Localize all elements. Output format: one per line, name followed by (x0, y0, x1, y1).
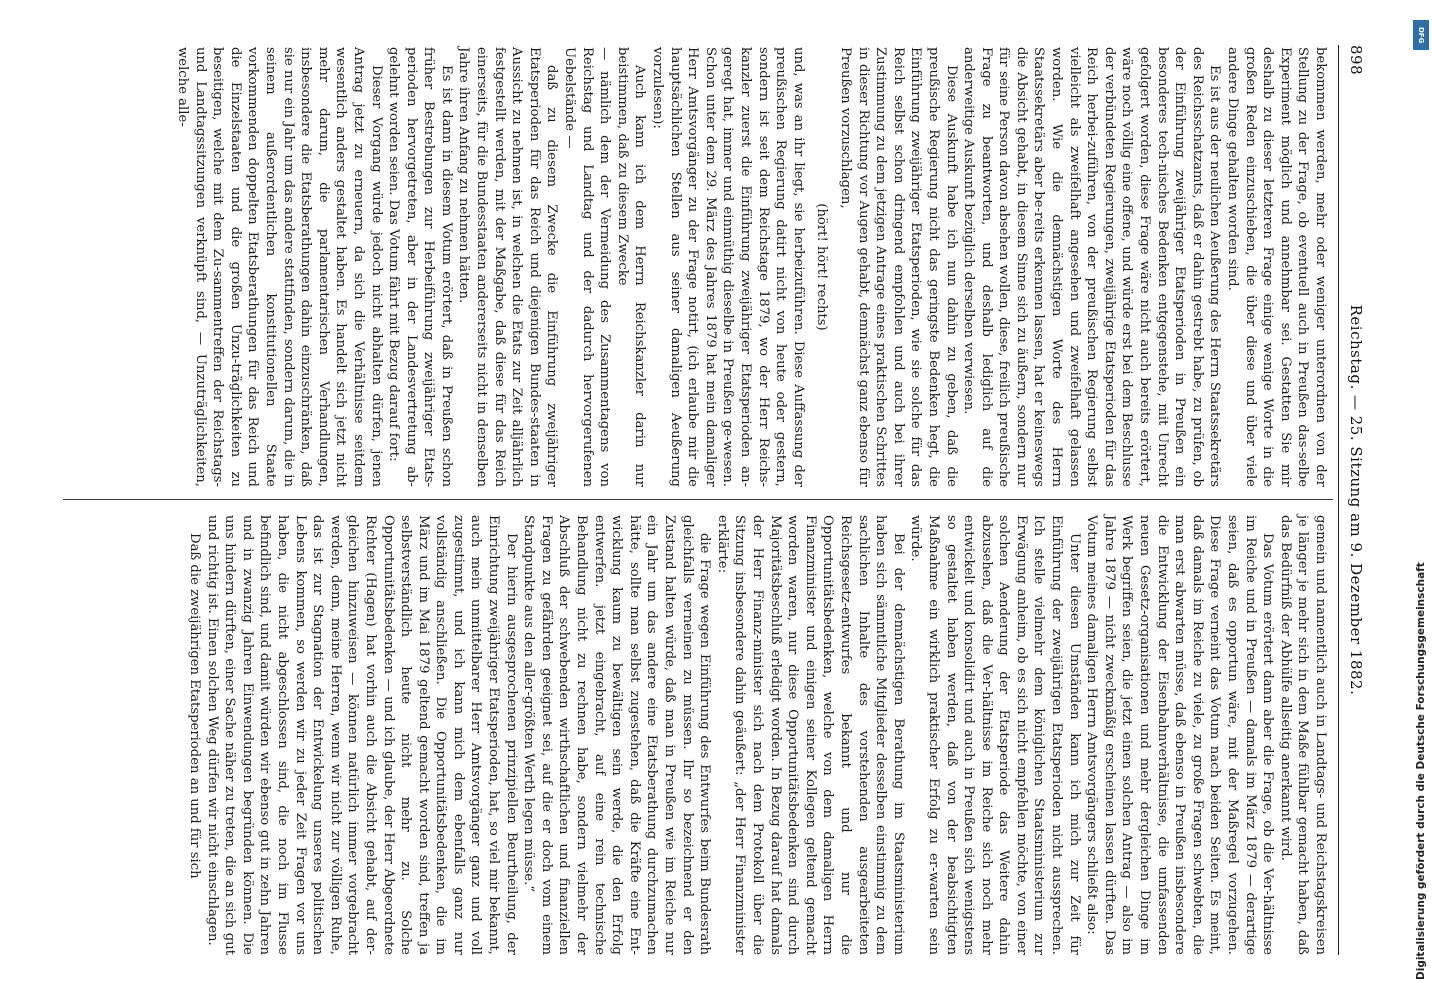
digitization-credit (1412, 20, 1432, 1000)
left-column (173, 47, 1329, 487)
paragraph: Das Votum erörtert dann aber die Frage, ob die Ver-hältnisse im Reiche und in Preußen — damals im März 1879 — derartige seien, daß es opportun wäre, mit der Maßregel vorzugehen. Diese Frage verneint das Votum nach beiden Seiten. Es meint, daß damals im Reiche zu viele, zu große Fragen schwebten, die man erst abwarten müsse, daß ebenso in Preußen insbesondere die Entwicklung der Eisenbahnverhältnisse, die umfassenden neuen Gesetz-organisationen und mehr dergleichen Dinge im Werk begriffen seien, die jetzt einen solchen Antrag — also im Jahre 1879 — nicht zweckmäßig erscheinen lassen dürften. Das Votum meines damaligen Herrn Amtsvorgängers schließt also: (1084, 515, 1276, 955)
column-divider (63, 499, 1333, 500)
page-number: 898 (1347, 45, 1365, 76)
paragraph: Auch kann ich dem Herrn Reichskanzler darin nur beistimmen, daß zu diesem Zwecke (614, 47, 648, 487)
page-header (1341, 45, 1367, 955)
paragraph: Diese Auskunft habe ich nun dahin zu geben, daß die preußische Regierung nicht das geringste Bedenken hegt, die Einführung zweijähriger Etatsperioden, wie sie solche für das Reich selbst schon dringend empfohlen und auch bei ihrer Zustimmung zu dem jetzigen Antrage eines praktischen Schrittes in dieser Richtung vor Augen gehabt, demnächst ganz ebenso für Preußen vorzuschlagen, (837, 47, 959, 487)
paragraph: bekommen werden, mehr oder weniger unterordnen von der Stellung zu der Frage, ob eventuell auch in Preußen das-selbe Experiment möglich und annehmbar sei. Gestatten Sie mir deshalb zu dieser letzteren Frage einige wenige Worte in die großen Reden einzuschieben, die über diese und über viele andere Dinge gehalten worden sind. (1225, 47, 1328, 487)
paragraph: (hört! hört! rechts) (814, 203, 830, 331)
paragraph: die Frage wegen Einführung des Entwurfes beim Bundesrath gleichfalls verneinen zu müssen. Ihr so bezeichnend er den Zustand halten würde, daß man in Preußen wie im Reiche nur ein Jahr um das andere eine Etatsberathung durchzumachen hätte, sollte man selbst zugestehen, daß die Kräfte eine Ent-wicklung kaum zu bewältigen sein werde, die den Erfolg entwerfen. jetzt eingebracht, auf eine rein technische Behandlung nicht zu rechnen habe, sondern vielmehr der Abschluß der schwebenden wirthschaftlichen und finanziellen Fragen zu gefährden geeignet sei, auf die er doch vom einem Standpunkte aus den aller-größten Werth legen müsse.“ (521, 515, 713, 955)
right-column (185, 515, 1329, 955)
paragraph: — nämlich dem der Vermeidung des Zusammentagens von Reichstag und Landtag und der dadurch hervorgerufenen Uebelstände — (562, 47, 613, 487)
paragraph: Daß die zweijährigen Etatsperioden an und für sich (187, 533, 202, 879)
paragraph: Es ist dann in diesem Votum erörtert, daß in Preußen schon früher Bestrebungen zur Herbeiführung zweijähriger Etats-perioden hervorgetreten, aber in der Landesvertretung ab-gelehnt worden seien. Das Votum fährt mit Bezug darauf fort: (386, 47, 454, 487)
dfg-logo: DFG (1413, 20, 1429, 50)
paragraph: Es ist aus der neulichen Aeußerung des Herrn Staatssekretärs des Reichsschatzamts, daß er dahin gestrebt habe, zu prüfen, ob der Einführung zweijähriger Etatsperioden in Preußen ein besonderes tech-nisches Bedenken entgegenstehe, mit Unrecht gefolgert worden, diese Frage wäre nicht auch bereits erörtert, wäre noch völlig eine offene, und würde erst bei dem Beschlusse der verbündeten Regierungen, zweijährige Etatsperioden für das Reich herbei-zuführen, von der preußischen Regierung selbst vielleicht als zweifelhaft angesehen und zweifelhaft gelassen worden. Wie die demnächstigen Worte des Herrn Staatssekretärs aber be-reits erkennen lassen, hat er keineswegs die Absicht gehabt, in diesem Sinne sich zu äußern, sondern nur für seine Person davon absehen wollen, diese, freilich preußische Frage zu beantworten, und deshalb lediglich auf die anderweitige Auskunft bezüglich derselben verwiesen. (961, 47, 1223, 487)
paragraph: Unter diesen Umständen kann ich mich zur Zeit für Einführung der zweijährigen Etatsperioden nicht aussprechen. Ich stelle vielmehr dem königlichen Staatsministerium zur Erwägung anheim, ob es sich nicht empfehlen möchte, von einer solchen Aenderung der Etatsperiode das Weitere dahin abzusehen, daß die Ver-hältnisse im Reiche sich noch mehr entwickelt und konsolidirt und auch in Preußen sich wenigstens so gestaltet haben werden, daß von der beabsichtigten Maßnahme ein wirklich praktischer Erfolg zu er-warten sein würde. (908, 515, 1082, 955)
running-title: Reichstag. — 25. Sitzung am 9. Dezember 1882. (1347, 304, 1365, 696)
credit-text: Digitalisierung gefördert durch die Deutsche Forschungsgemeinschaft (1415, 562, 1427, 980)
paragraph: daß zu diesem Zwecke die Einführung zweijähriger Etatsperioden für das Reich und diejenigen Bundes-staaten in Aussicht zu nehmen ist, in welchen die Etats zur Zeit alljährlich festgestellt werden, mit der Maßgabe, daß diese für das Reich einerseits, für die Bundesstaaten andererseits nicht in denselben Jahre ihren Anfang zu nehmen hätten. (456, 47, 560, 487)
paragraph: Der hierin ausgesprochenen prinzipiellen Beurtheilung, der Einrichtung zweijähriger Etatsperioden, hat, so viel mir bekannt, auch mein unmittelbarer Herr Amtsvorgänger ganz und voll zugestimmt, und ich kann mich dem ebenfalls ganz nur vollständig anschließen. Die Opportunitätsbedenken, die im März und im Mai 1879 geltend gemacht worden sind, treffen ja selbstverständlich heute nicht mehr zu. Solche Opportunitätsbedenken — und ich glaube, der Herr Abgeordnete Richter (Hagen) hat vorhin auch die Absicht gehabt, auf der-gleichen hinzuweisen — können natürlich immer vorgebracht werden, denn, meine Herren, wenn wir nicht zur völligen Ruhe, das ist zur Stagnation der Entwickelung unseres politischen Lebens kommen, so werden wir zu jeder Zeit Fragen vor uns haben, die nicht abgeschlossen sind, die noch im Flusse befindlich sind, und damit würden wir ebenso gut in zehn Jahren und in zwanzig Jahren Einwendungen begründen können. Die uns hindern dürften, einer Sache näher zu treten, die an sich gut und richtig ist. Einen solchen Weg dürfen wir nicht einschlagen. (204, 515, 519, 955)
rotated-document-page (45, 25, 1375, 975)
paragraph: und, was an ihr liegt, sie herbeizuführen. Diese Auffassung der preußischen Regierung datirt nicht von heute oder gestern, sondern ist seit dem Reichstage 1879, wo der Herr Reichs-kanzler zuerst die Einführung zweijähriger Etatsperioden an-geregt hat, immer und einmüthig dieselbe in Preußen ge-wesen. Schon unter dem 29. März des Jahres 1879 hat mein damaliger Herr Amtsvorgänger zu der Frage notirt, (ich erlaube mir die hauptsächlichen Stellen aus seiner damaligen Aeußerung vorzulesen): (650, 47, 806, 487)
header-rule (1338, 45, 1339, 955)
paragraph: Bei der demnächstigen Berathung im Staatsministerium haben sich sämmtliche Mitglieder desselben einstimmig zu dem sachlichen Inhalte des vorstehenden ausgearbeiteten Reichsgesetz-entwurfes bekannt und nur die Opportunitätsbedenken, welche von dem damaligen Herrn Finanzminister und einigen seiner Kollegen geltend gemacht worden waren, nur diese Opportunitätsbedenken sind durch Majoritätsbeschluß erledigt worden. In Bezug darauf hat damals der Herr Finanz-minister sich nach dem Protokoll über die Sitzung insbesondere dahin geäußert: „der Herr Finanzminister erklärte: (714, 515, 906, 955)
paragraph: Dieser Vorgang würde jedoch nicht abhalten dürfen, jenen Antrag jetzt zu erneuern, da sich die Verhältnisse seitdem wesentlich anders gestaltet haben. Es handelt sich jetzt nicht mehr darum, die parlamentarischen Verhandlungen, insbesondere die Etatsberathungen dahin einzuschränken, daß sie nur ein Jahr um das andere stattfinden, sondern darum, die in seinem außerordentlichen konstitutionellen Staate vorkommenden doppelten Etatsberathungen für das Reich und die Einzelstaaten und die großen Unzu-träglichkeiten zu beseitigen, welche mit dem Zu-sammentreffen der Reichstags- und Landtagssitzungen verknüpft sind, — Unzuträglichkeiten, welche alle- (175, 47, 384, 487)
paragraph: gemein und namentlich auch in Landtags- und Reichstagskreisen je länger je mehr sich in dem Maße fühlbar gemacht haben, daß das Bedürfniß der Abhülfe allseitig anerkannt wird. (1277, 515, 1328, 955)
